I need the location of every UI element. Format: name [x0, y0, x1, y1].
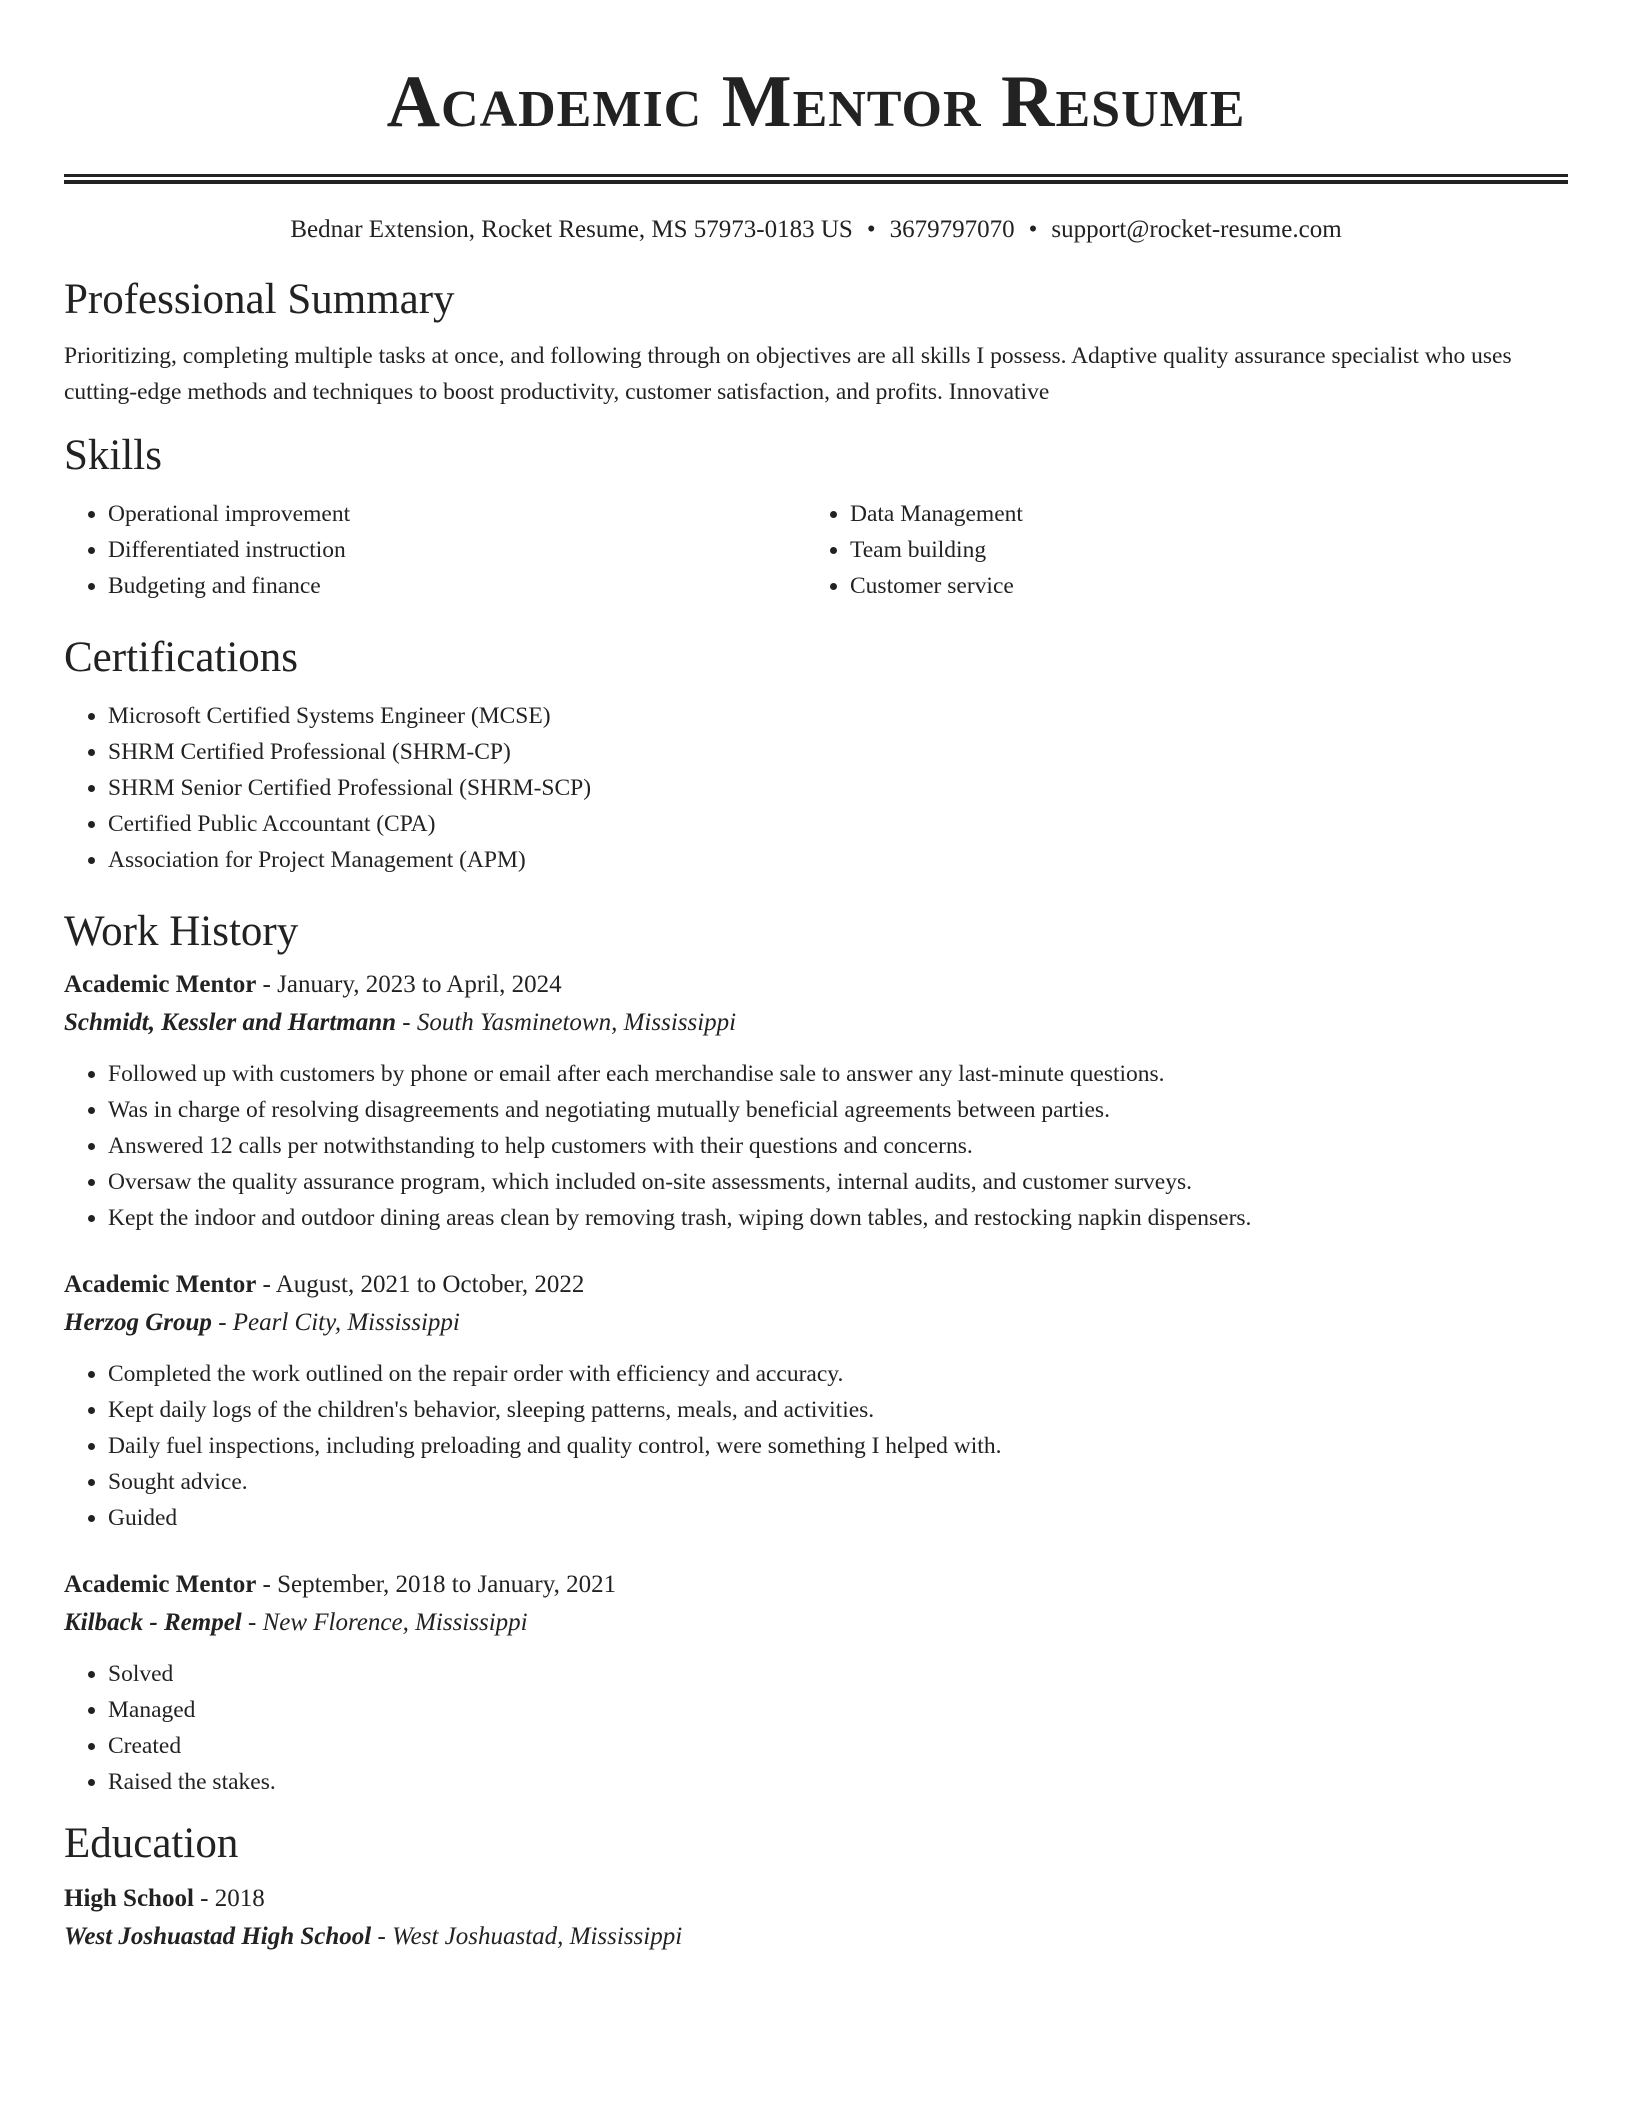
job-dates: - January, 2023 to April, 2024: [256, 971, 562, 998]
employer-location: - New Florence, Mississippi: [241, 1609, 528, 1636]
contact-separator: •: [1028, 216, 1038, 243]
education-entry: [64, 1880, 1568, 1956]
job-title-line: [64, 1266, 1568, 1304]
job-bullet: • Followed up with customers by phone or email after each merchandise sale to answer any last-minute questions.: [108, 1056, 1568, 1092]
skill-item: • Operational improvement: [108, 496, 806, 532]
certification-item: • Association for Project Management (APM): [108, 842, 1568, 878]
job-entry: [64, 966, 1568, 1236]
contact-line: [64, 214, 1568, 246]
employer-location: - Pearl City, Mississippi: [211, 1309, 460, 1336]
job-dates: - September, 2018 to January, 2021: [256, 1571, 617, 1598]
job-bullet: • Oversaw the quality assurance program, which included on-site assessments, internal audits, and customer surveys.: [108, 1164, 1568, 1200]
job-title: Academic Mentor: [64, 1571, 257, 1598]
job-bullets: [64, 1656, 1568, 1800]
job-title: Academic Mentor: [64, 971, 257, 998]
certifications-heading: Certifications: [64, 634, 299, 681]
contact-email: support@rocket-resume.com: [1051, 216, 1342, 243]
contact-address: Bednar Extension, Rocket Resume, MS 57973-0183 US: [290, 216, 853, 243]
job-entry: [64, 1266, 1568, 1536]
summary-heading: Professional Summary: [64, 276, 455, 323]
contact-phone: 3679797070: [889, 216, 1015, 243]
skills-columns: [64, 496, 1568, 604]
contact-separator: •: [866, 216, 876, 243]
job-title-line: [64, 966, 1568, 1004]
work-history-heading: Work History: [64, 908, 299, 955]
employer-name: Schmidt, Kessler and Hartmann: [64, 1009, 397, 1036]
job-bullet: • Kept the indoor and outdoor dining areas clean by removing trash, wiping down tables, and restocking napkin dispensers.: [108, 1200, 1568, 1236]
job-bullet: • Answered 12 calls per notwithstanding to help customers with their questions and concerns.: [108, 1128, 1568, 1164]
job-bullet: • Solved: [108, 1656, 1568, 1692]
job-bullet: • Guided: [108, 1500, 1568, 1536]
skill-item: • Customer service: [850, 568, 1548, 604]
employer-line: [64, 1004, 1568, 1042]
education-heading: Education: [64, 1820, 239, 1867]
job-bullets: [64, 1356, 1568, 1536]
skills-heading: Skills: [64, 432, 162, 479]
job-bullet: • Created: [108, 1728, 1568, 1764]
skill-item: • Data Management: [850, 496, 1548, 532]
school-name: West Joshuastad High School: [64, 1923, 372, 1950]
job-bullet: • Raised the stakes.: [108, 1764, 1568, 1800]
job-bullets: [64, 1056, 1568, 1236]
job-bullet: • Was in charge of resolving disagreements and negotiating mutually beneficial agreements between parties.: [108, 1092, 1568, 1128]
certification-item: • Microsoft Certified Systems Engineer (MCSE): [108, 698, 1568, 734]
skills-list-left: [64, 496, 806, 604]
job-title-line: [64, 1566, 1568, 1604]
employer-line: [64, 1604, 1568, 1642]
degree-year: - 2018: [193, 1885, 265, 1912]
skill-item: • Budgeting and finance: [108, 568, 806, 604]
resume-title: Academic Mentor Resume: [386, 61, 1246, 143]
employer-location: - South Yasminetown, Mississippi: [396, 1009, 737, 1036]
job-bullet: • Managed: [108, 1692, 1568, 1728]
job-entry: [64, 1566, 1568, 1800]
job-bullet: • Sought advice.: [108, 1464, 1568, 1500]
skill-item: • Team building: [850, 532, 1548, 568]
degree-line: [64, 1880, 1568, 1918]
certifications-list: [64, 698, 1568, 878]
skills-list-right: [806, 496, 1548, 604]
job-bullet: • Kept daily logs of the children's behavior, sleeping patterns, meals, and activities.: [108, 1392, 1568, 1428]
school-location: - West Joshuastad, Mississippi: [371, 1923, 683, 1950]
job-bullet: • Daily fuel inspections, including preloading and quality control, were something I helped with.: [108, 1428, 1568, 1464]
employer-name: Herzog Group: [64, 1309, 212, 1336]
degree-name: High School: [64, 1885, 194, 1912]
certification-item: • SHRM Certified Professional (SHRM-CP): [108, 734, 1568, 770]
job-title: Academic Mentor: [64, 1271, 257, 1298]
job-bullet: • Completed the work outlined on the repair order with efficiency and accuracy.: [108, 1356, 1568, 1392]
job-dates: - August, 2021 to October, 2022: [256, 1271, 585, 1298]
employer-line: [64, 1304, 1568, 1342]
certification-item: • SHRM Senior Certified Professional (SHRM-SCP): [108, 770, 1568, 806]
skill-item: • Differentiated instruction: [108, 532, 806, 568]
school-line: [64, 1918, 1568, 1956]
summary-text: Prioritizing, completing multiple tasks at once, and following through on objectives are all skills I possess. Adaptive quality assurance specialist who uses cutting-edge methods and techniques to boost productivity, customer satisfaction, and profits. Innovative: [64, 343, 1512, 405]
certification-item: • Certified Public Accountant (CPA): [108, 806, 1568, 842]
employer-name: Kilback - Rempel: [64, 1609, 242, 1636]
title-double-rule: [64, 174, 1568, 184]
